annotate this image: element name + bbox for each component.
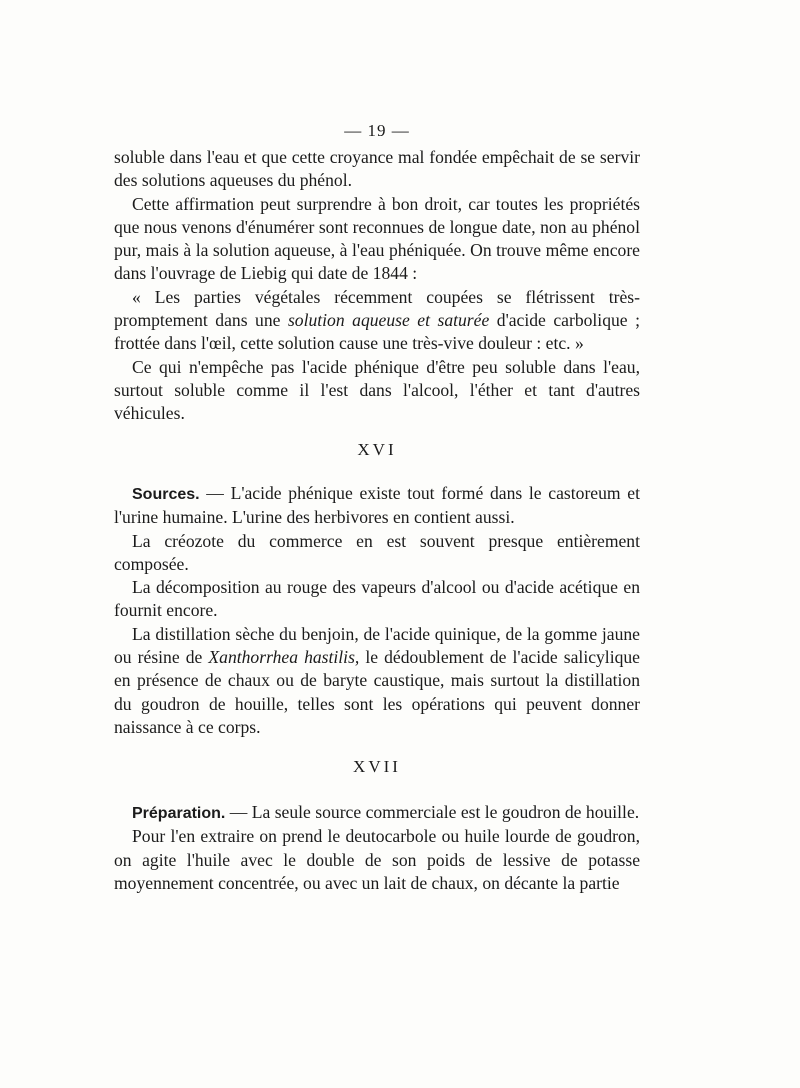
section-title-xvii: XVII bbox=[353, 757, 401, 776]
quote-text: « Les parties végétales récemment coupées se flétrissent très-promptement dans une bbox=[114, 286, 640, 331]
paragraph: La décomposition au rouge des vapeurs d'alcool ou d'acide acétique en fournit encore. bbox=[114, 577, 640, 621]
text-block-top bbox=[114, 146, 640, 426]
paragraph-text: — L'acide phénique existe tout formé dans le castoreum et l'urine humaine. L'urine des herbivores en contient aussi. bbox=[114, 483, 640, 528]
paragraph-text: — La seule source commerciale est le goudron de houille. bbox=[225, 802, 640, 822]
paragraph: La créozote du commerce en est souvent presque entièrement composée. bbox=[114, 530, 640, 574]
quote-text: d'acide carbolique ; frottée dans l'œil, cette solution cause une très-vive douleur : etc. » bbox=[114, 310, 640, 354]
section-heading: Préparation. bbox=[132, 805, 226, 822]
paragraph bbox=[114, 623, 640, 739]
quote-paragraph bbox=[114, 286, 640, 356]
section-xvi-body bbox=[114, 482, 640, 739]
paragraph: Ce qui n'empêche pas l'acide phénique d'être peu soluble dans l'eau, surtout soluble comme il l'est dans l'alcool, l'éther et tant d'autres véhicules. bbox=[114, 356, 640, 424]
paragraph: soluble dans l'eau et que cette croyance mal fondée empêchait de se servir des solutions aqueuses du phénol. bbox=[114, 147, 640, 191]
italic-species-name: Xanthorrhea hastilis, bbox=[208, 647, 360, 668]
section-title-xvi: XVI bbox=[357, 440, 397, 459]
paragraph-text: le dédoublement de l'acide salicylique en présence de chaux ou de baryte caustique, mais surtout la distillation du goudron de houille, telles sont les opérations qui peuvent donner naissance à ce corps. bbox=[114, 647, 640, 737]
section-heading: Sources. bbox=[132, 486, 200, 503]
paragraph bbox=[114, 801, 640, 825]
paragraph-text: La distillation sèche du benjoin, de l'acide quinique, de la gomme jaune ou résine de bbox=[114, 623, 640, 668]
book-page bbox=[114, 0, 640, 1088]
paragraph: Cette affirmation peut surprendre à bon droit, car toutes les propriétés que nous venons d'énumérer sont reconnues de longue date, non au phénol pur, mais à la solution aqueuse, à l'eau phéniquée. On trouve même encore dans l'ouvrage de Liebig qui date de 1844 : bbox=[114, 193, 640, 284]
page-number: — 19 — bbox=[344, 121, 410, 140]
section-xvii-body bbox=[114, 801, 640, 895]
paragraph bbox=[114, 482, 640, 530]
paragraph: Pour l'en extraire on prend le deutocarbole ou huile lourde de goudron, on agite l'huile avec le double de son poids de lessive de potasse moyennement concentrée, ou avec un lait de chaux, on décante la partie bbox=[114, 826, 640, 893]
italic-phrase: solution aqueuse et saturée bbox=[287, 310, 490, 331]
